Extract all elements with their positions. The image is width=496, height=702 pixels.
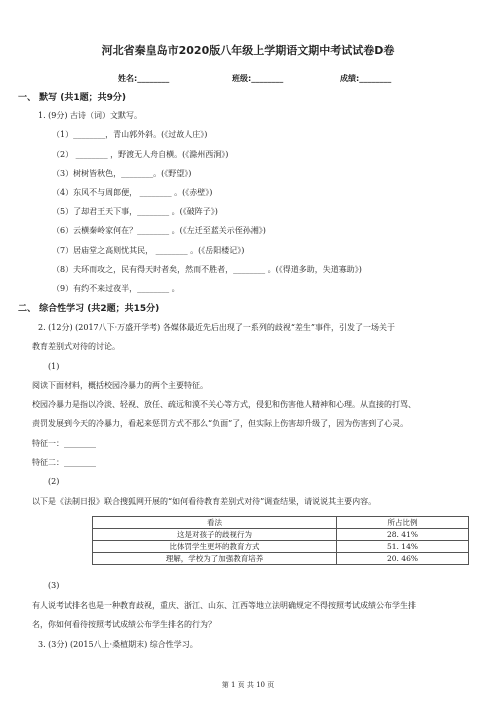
q1-item-3: （3）树树皆秋色，________。(《野望》) xyxy=(52,169,192,178)
q1-item-5: （5）了却君王天下事，________ 。(《破阵子》) xyxy=(52,207,218,216)
table-cell: 51. 14% xyxy=(337,541,469,553)
survey-table xyxy=(92,516,469,565)
sub-question-2-label: (2) xyxy=(48,477,60,486)
table-row xyxy=(93,529,469,541)
table-header-cell: 看法 xyxy=(93,517,337,529)
question-2-line-2: 教育差别式对待的讨论。 xyxy=(32,342,120,351)
material-line-2: 责罚发展到今天的冷暴力，看起来惩罚方式不那么“负面”了，但实际上伤害却升级了，因为伤害到了心灵。 xyxy=(32,419,409,428)
q1-item-8: （8）夫环而攻之，民有得天时者矣，然而不胜者，________ 。(《得道多助，失道寡助》) xyxy=(52,265,362,274)
table-row xyxy=(93,541,469,553)
question-2-line-1: 2. (12分) (2017八下·万盛开学考) 各媒体最近先后出现了一系列的歧视“差生”事件，引发了一场关于 xyxy=(38,323,396,332)
q1-item-7: （7）居庙堂之高则忧其民， ________ 。(《岳阳楼记》) xyxy=(52,246,245,255)
table-header-row xyxy=(93,517,469,529)
feature-1-answer: 特征一：________ xyxy=(32,439,96,448)
table-cell: 28. 41% xyxy=(337,529,469,541)
sub-question-3-line-2: 名，你如何看待按照考试成绩公布学生排名的行为？ xyxy=(32,620,216,629)
material-line-1: 校园冷暴力是指以冷淡、轻视、放任、疏远和漠不关心等方式，侵犯和伤害他人精神和心理。从直接的打骂、 xyxy=(32,400,416,409)
section-heading-2: 二、 综合性学习 (共2题；共15分) xyxy=(18,304,160,314)
question-3: 3. (3分) (2015八上·桑植期末) 综合性学习。 xyxy=(38,640,198,649)
sub-question-1-label: (1) xyxy=(48,362,60,371)
sub-question-1-text: 阅读下面材料，概括校园冷暴力的两个主要特征。 xyxy=(32,381,208,390)
table-cell: 理解，学校为了加强教育培养 xyxy=(93,553,337,565)
section-heading-1: 一、 默写 (共1题；共9分) xyxy=(18,93,127,103)
sub-question-3-line-1: 有人说考试排名也是一种教育歧视，重庆、浙江、山东、江西等地立法明确规定不得按照考试成绩公布学生排 xyxy=(32,601,416,610)
question-1: 1. (9分) 古诗（词）文默写。 xyxy=(38,111,143,120)
table-cell: 比体罚学生更坏的教育方式 xyxy=(93,541,337,553)
sub-question-2-text: 以下是《法制日报》联合搜狐网开展的“如何看待教育差别式对待”调查结果，请说说其主要内容。 xyxy=(32,497,377,506)
name-field: 姓名:________ xyxy=(118,74,170,83)
page-footer: 第 1 页 共 10 页 xyxy=(221,681,275,689)
score-field: 成绩:________ xyxy=(340,74,392,83)
q1-item-4: （4）东风不与周郎便， ________ 。(《赤壁》) xyxy=(52,188,213,197)
class-field: 班级:________ xyxy=(232,74,284,83)
page-title: 河北省秦皇岛市2020版八年级上学期语文期中考试试卷D卷 xyxy=(101,44,395,57)
q1-item-2: （2） ________ ，野渡无人舟自横。(《滁州西涧》) xyxy=(52,150,229,159)
table-cell: 20. 46% xyxy=(337,553,469,565)
feature-2-answer: 特征二：________ xyxy=(32,458,96,467)
table-cell: 这是对孩子的歧视行为 xyxy=(93,529,337,541)
table-header-cell: 所占比例 xyxy=(337,517,469,529)
q1-item-9: （9）有约不来过夜半，________ 。 xyxy=(52,284,180,293)
q1-item-1: （1）________，青山郭外斜。(《过故人庄》) xyxy=(52,130,208,139)
q1-item-6: （6）云横秦岭家何在？________ 。(《左迁至蓝关示侄孙湘》) xyxy=(52,226,266,235)
sub-question-3-label: (3) xyxy=(48,581,60,590)
table-row xyxy=(93,553,469,565)
